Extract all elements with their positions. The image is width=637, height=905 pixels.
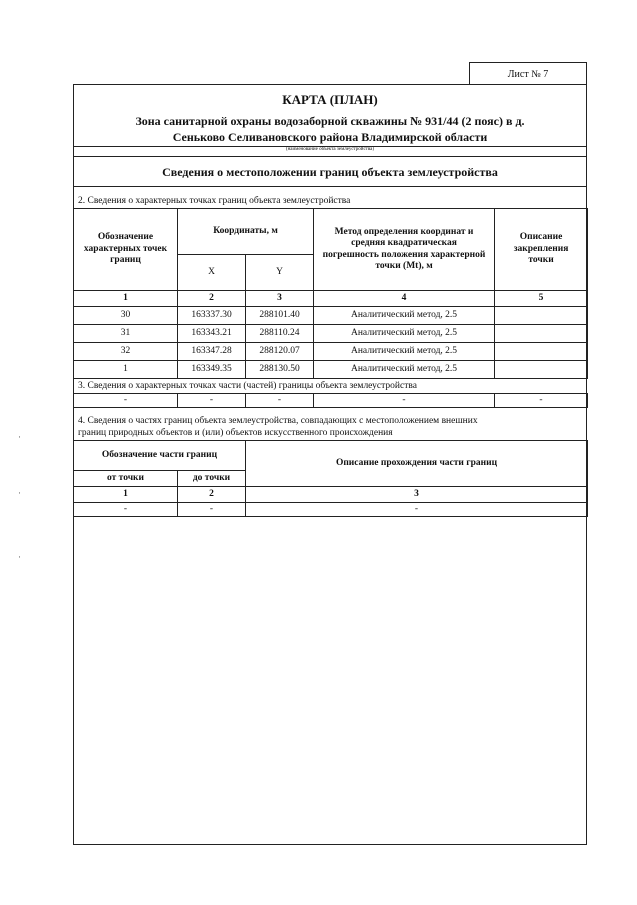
col-number: 2 <box>178 291 246 307</box>
map-title: КАРТА (ПЛАН) <box>282 92 378 107</box>
section-rule <box>73 186 587 187</box>
dash-cell: - <box>246 394 314 408</box>
col-method-header: Метод определения координат и средняя квадратическая погрешность положения характерной точки (Mt), м <box>314 209 495 291</box>
object-caption: (наименование объекта землеустройства) <box>285 147 375 152</box>
x-cell: 163347.28 <box>178 343 246 361</box>
section4-heading-line1: 4. Сведения о частях границ объекта землеустройства, совпадающих с местоположением внешних <box>78 416 478 426</box>
point-cell: 31 <box>74 325 178 343</box>
col-number: 3 <box>246 291 314 307</box>
dash-cell: - <box>314 394 495 408</box>
y-cell: 288130.50 <box>246 361 314 379</box>
desc-cell <box>495 325 588 343</box>
desc-cell <box>495 361 588 379</box>
dash-cell: - <box>74 394 178 408</box>
col-number: 3 <box>246 487 588 503</box>
col-y-header: Y <box>246 255 314 291</box>
dash-cell: - <box>74 503 178 517</box>
y-cell: 288101.40 <box>246 307 314 325</box>
scan-mark: · <box>18 432 21 442</box>
table-row <box>74 307 588 325</box>
section-heading: Сведения о местоположении границ объекта землеустройства <box>162 165 498 179</box>
caption-rule <box>73 156 587 157</box>
col-desc-header: Описание закрепления точки <box>495 209 588 291</box>
y-cell: 288120.07 <box>246 343 314 361</box>
dash-cell: - <box>495 394 588 408</box>
object-title-line2: Сеньково Селивановского района Владимирской области <box>172 130 488 144</box>
y-cell: 288110.24 <box>246 325 314 343</box>
point-cell: 32 <box>74 343 178 361</box>
col-number: 5 <box>495 291 588 307</box>
section2-heading: 2. Сведения о характерных точках границ объекта землеустройства <box>78 196 351 206</box>
scan-mark: · <box>18 552 21 562</box>
col-number: 1 <box>74 487 178 503</box>
sheet-number: Лист № 7 <box>469 62 587 85</box>
table-row <box>74 361 588 379</box>
section4-heading-line2: границ природных объектов и (или) объектов искусственного происхождения <box>78 427 393 438</box>
table-row <box>74 325 588 343</box>
table-row <box>74 503 588 517</box>
dash-cell: - <box>178 394 246 408</box>
method-cell: Аналитический метод, 2.5 <box>314 361 495 379</box>
boundary-parts-table <box>73 440 588 517</box>
x-cell: 163343.21 <box>178 325 246 343</box>
x-cell: 163349.35 <box>178 361 246 379</box>
method-cell: Аналитический метод, 2.5 <box>314 343 495 361</box>
method-cell: Аналитический метод, 2.5 <box>314 325 495 343</box>
col-number: 1 <box>74 291 178 307</box>
point-cell: 30 <box>74 307 178 325</box>
desc-cell <box>495 307 588 325</box>
col-coords-header: Координаты, м <box>178 209 314 255</box>
point-cell: 1 <box>74 361 178 379</box>
col-part-desc-header: Описание прохождения части границ <box>246 441 588 487</box>
col-to-header: до точки <box>178 471 246 487</box>
col-number: 4 <box>314 291 495 307</box>
part-points-table <box>73 393 588 408</box>
desc-cell <box>495 343 588 361</box>
table-row <box>74 394 588 408</box>
col-number: 2 <box>178 487 246 503</box>
dash-cell: - <box>246 503 588 517</box>
points-table <box>73 208 588 379</box>
dash-cell: - <box>178 503 246 517</box>
scan-mark: · <box>18 488 21 498</box>
table-row <box>74 343 588 361</box>
col-point-header: Обозначение характерных точек границ <box>74 209 178 291</box>
section3-heading: 3. Сведения о характерных точках части (частей) границы объекта землеустройства <box>78 381 417 391</box>
col-x-header: X <box>178 255 246 291</box>
object-title-line1: Зона санитарной охраны водозаборной скважины № 931/44 (2 пояс) в д. <box>135 114 525 128</box>
method-cell: Аналитический метод, 2.5 <box>314 307 495 325</box>
col-part-header: Обозначение части границ <box>74 441 246 471</box>
x-cell: 163337.30 <box>178 307 246 325</box>
section4-heading <box>78 416 478 440</box>
col-from-header: от точки <box>74 471 178 487</box>
